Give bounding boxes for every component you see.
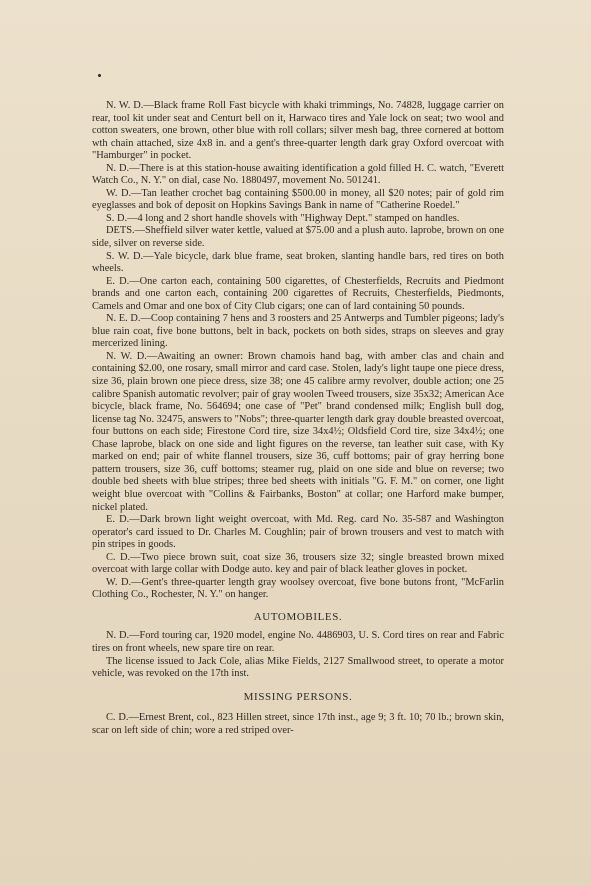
automobile-item: The license issued to Jack Cole, alias Mike Fields, 2127 Smallwood street, to operate a motor vehicle, was revoked on the 17th inst. <box>92 655 504 680</box>
stolen-item: N. D.—There is at this station-house awaiting identification a gold filled H. C. watch, "Everett Watch Co., N. Y." on dial, case No. 1880497, movement No. 501241. <box>92 162 504 187</box>
stolen-item: DETS.—Sheffield silver water kettle, valued at $75.00 and a plush auto. laprobe, brown on one side, silver on reverse side. <box>92 225 504 250</box>
stolen-item: N. W. D.—Awaiting an owner: Brown chamois hand bag, with amber clas and chain and containing $2.00, one rosary, small mirror and card case. Stolen, lady's light taupe one piece dress, size 36, plain brown one piece dress, size 38; one 45 calibre army revolver, double action; one 25 calibre Spanish automatic revolver; pair of gray woolen Tweed trousers, size 35x32; American Ace bicycle, black frame, No. 564694; one case of "Pet" brand condensed milk; English bull dog, license tag No. 32475, answers to "Nobs"; three-quarter length dark gray double breasted overcoat, four buttons on each side; Firestone Cord tire, size 34x4½; Oldsfield Cord tire, size 34x4½; one Chase laprobe, black on one side and light figures on the reverse, tan leather suit case, with Ky marked on end; pair of white flannel trousers, size 36, cuff bottoms; pair of gray herring bone pattern trousers, size 36, cuff bottoms; steamer rug, plaid on one side and blue on reverse; two double bed sheets with blue stripes; three bed sheets with initials "G. F. M." on corner, one light weight blue overcoat with "Collins & Fairbanks, Boston" at collar; one Harford make bumper, nickel plated. <box>92 350 504 513</box>
automobile-item: N. D.—Ford touring car, 1920 model, engine No. 4486903, U. S. Cord tires on rear and Fabric tires on front wheels, new spare tire on rear. <box>92 630 504 654</box>
bulletin-body <box>92 100 504 737</box>
automobiles-section <box>92 630 504 680</box>
stolen-item: N. W. D.—Black frame Roll Fast bicycle with khaki trimmings, No. 74828, luggage carrier on rear, tool kit under seat and Centurt bell on it, Harwaco tires and Yale lock on seat; two wool and cotton sweaters, one brown, other blue with roll collars; silver mesh bag, three cornered at bottom wth chain attached, size 4x8 in. and a gent's three-quarter length dark gray Oxford overcoat with "Hamburger" in pocket. <box>92 100 504 162</box>
page-mark <box>98 74 101 77</box>
stolen-item: E. D.—One carton each, containing 500 cigarettes, of Chesterfields, Recruits and Piedmont brands and one carton each, containing 200 cigarettes of Recruits, Chesterfields, Piedmonts, Camels and Omar and one box of City Club cigars; one can of lard containing 50 pounds. <box>92 275 504 312</box>
stolen-item: C. D.—Two piece brown suit, coat size 36, trousers size 32; single breasted brown mixed overcoat with large collar with Dodge auto. key and pair of black leather gloves in pocket. <box>92 551 504 576</box>
stolen-item: N. E. D.—Coop containing 7 hens and 3 roosters and 25 Antwerps and Tumbler pigeons; lady's blue rain coat, five bone buttons, belt in back, pockets on both sides, straps on sleeves and gray mercerized lining. <box>92 313 504 350</box>
stolen-item: S. W. D.—Yale bicycle, dark blue frame, seat broken, slanting handle bars, red tires on both wheels. <box>92 250 504 275</box>
missing-person-item: C. D.—Ernest Brent, col., 823 Hillen street, since 17th inst., age 9; 3 ft. 10; 70 lb.; brown skin, scar on left side of chin; wore a red striped over- <box>92 712 504 736</box>
automobiles-heading: AUTOMOBILES. <box>253 610 343 623</box>
stolen-items-section <box>92 100 504 602</box>
stolen-item: W. D.—Tan leather crochet bag containing $500.00 in money, all $20 notes; pair of gold rim eyeglasses and bok of deposit on Hopkins Savings Bank in name of "Catherine Roedel." <box>92 187 504 212</box>
missing-persons-section <box>92 712 504 737</box>
stolen-item: S. D.—4 long and 2 short handle shovels with "Highway Dept." stamped on handles. <box>106 212 460 224</box>
stolen-item: W. D.—Gent's three-quarter length gray woolsey overcoat, five bone butons front, "McFarlin Clothing Co., Rochester, N. Y." on hanger. <box>92 576 504 601</box>
missing-persons-heading: MISSING PERSONS. <box>243 690 353 703</box>
stolen-item: E. D.—Dark brown light weight overcoat, with Md. Reg. card No. 35-587 and Washington operator's card issued to Dr. Charles M. Coughlin; pair of brown trousers and vest to match with pin stripes in goods. <box>92 514 504 551</box>
